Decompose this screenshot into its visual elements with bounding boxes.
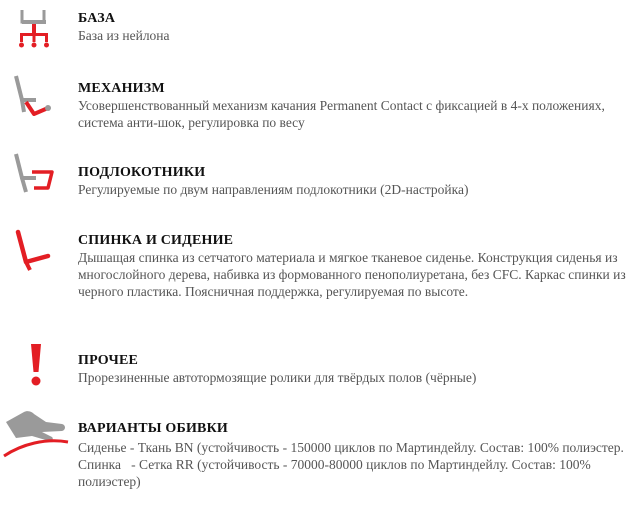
section-title: ПОДЛОКОТНИКИ [78,165,206,180]
section-base [78,10,626,44]
section-mechanism [78,80,626,131]
chair-armrest-icon [12,152,56,196]
section-back-seat [78,232,626,300]
section-title: ПРОЧЕЕ [78,353,139,368]
chair-mechanism-icon [12,74,54,118]
upholstery-seat-text: Сиденье - Ткань BN (устойчивость - 150000 циклов по Мартиндейлу. Состав: 100% полиэстер. [78,440,624,455]
section-text: База из нейлона [78,28,170,43]
section-text: Регулируемые по двум направлениям подлокотники (2D-настройка) [78,182,469,197]
section-other [78,352,626,386]
section-armrests [78,164,626,198]
section-text: Дышащая спинка из сетчатого материала и мягкое тканевое сиденье. Конструкция сиденья из многослойного дерева, набивка из формованного пенополиуретана, без CFC. Каркас спинки из черного пластика. Поясничная поддержка, регулируемая по высоте. [78,250,626,299]
section-upholstery [78,420,626,490]
chair-base-icon [14,8,54,50]
section-title: МЕХАНИЗМ [78,81,165,96]
exclamation-icon [26,342,46,388]
upholstery-back-text: Спинка - Сетка RR (устойчивость - 70000-80000 циклов по Мартиндейлу. Состав: 100% полиэстер) [78,457,595,489]
section-text: Прорезиненные автотормозящие ролики для твёрдых полов (чёрные) [78,370,477,385]
chair-back-seat-icon [12,228,56,274]
section-title: БАЗА [78,11,116,26]
section-title: ВАРИАНТЫ ОБИВКИ [78,421,229,436]
section-title: СПИНКА И СИДЕНИЕ [78,233,234,248]
upholstery-hand-icon [2,404,72,460]
section-text: Усовершенствованный механизм качания Permanent Contact с фиксацией в 4-х положениях, система анти-шок, регулировка по весу [78,98,605,130]
